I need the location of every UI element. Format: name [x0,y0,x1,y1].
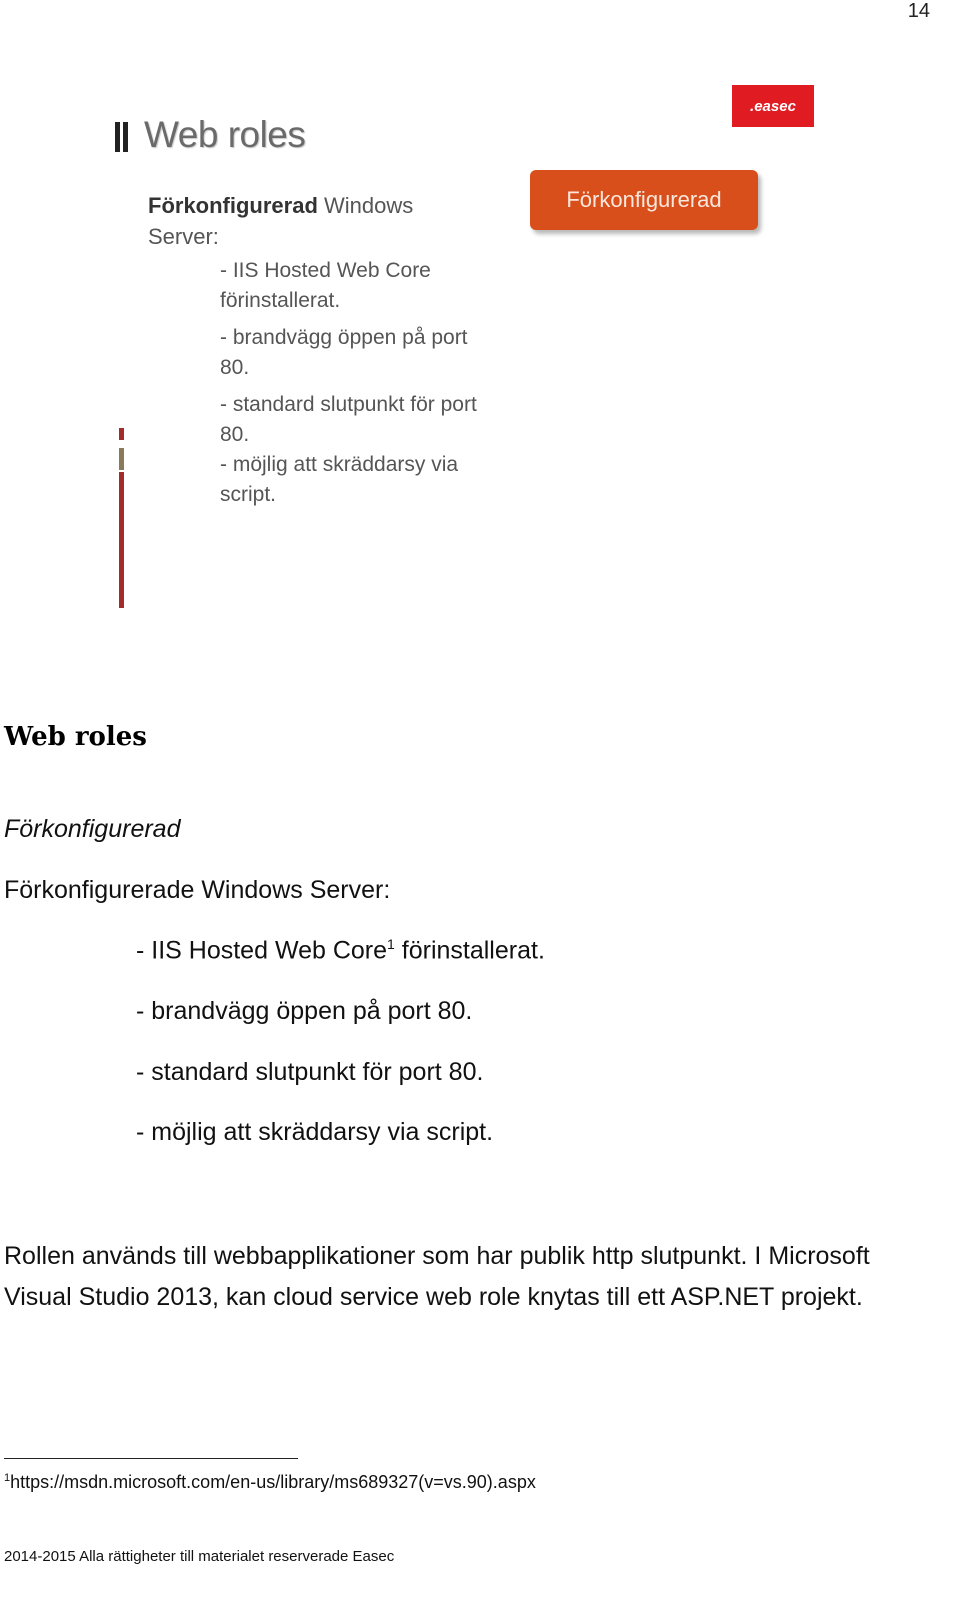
slide-subtitle [148,190,448,252]
slide-subtitle-rest: Windows Server: [148,193,414,249]
footnote-link[interactable]: https://msdn.microsoft.com/en-us/library/ms689327(v=vs.90).aspx [10,1472,536,1492]
easec-logo: .easec [732,85,814,127]
page-number: 14 [907,0,930,22]
bullet-text: - IIS Hosted Web Core [136,936,388,965]
slide-bullet-list [220,256,480,517]
slide-subtitle-bold: Förkonfigurerad [148,193,318,218]
bullet-item: - brandvägg öppen på port 80. [136,997,473,1025]
intro-line: Förkonfigurerade Windows Server: [4,876,391,904]
footnote [4,1472,536,1493]
accent-line-mid [119,448,124,470]
footnote-separator [4,1458,298,1459]
bullet-text: förinstallerat. [394,936,545,965]
slide-image [100,70,820,630]
accent-line-bottom [119,472,124,608]
slide-bullet: - möjlig att skräddarsy via script. [220,453,459,506]
bullet-item: - standard slutpunkt för port 80. [136,1058,484,1086]
slide-bullet: - standard slutpunkt för port 80. [220,393,477,446]
bullet-item [136,936,545,965]
footnote-marker: 1 [4,1472,11,1484]
section-heading: Web roles [4,722,147,752]
bullet-item: - möjlig att skräddarsy via script. [136,1118,494,1146]
slide-bullet: - brandvägg öppen på port 80. [220,326,468,379]
slide-title: Web roles [144,114,306,155]
section-subheading: Förkonfigurerad [4,815,181,843]
accent-line-top [119,428,124,440]
slide-bullet: - IIS Hosted Web Core förinstallerat. [220,259,431,312]
forkonfigurerad-button: Förkonfigurerad [530,170,758,230]
body-paragraph: Rollen används till webbapplikationer som har publik http slutpunkt. I Microsoft Visual Studio 2013, kan cloud service web role knytas till ett ASP.NET projekt. [4,1242,870,1311]
page-footer: 2014-2015 Alla rättigheter till materialet reserverade Easec [4,1548,395,1565]
title-bar-icon [115,122,129,152]
footnote-ref[interactable]: 1 [387,936,395,952]
